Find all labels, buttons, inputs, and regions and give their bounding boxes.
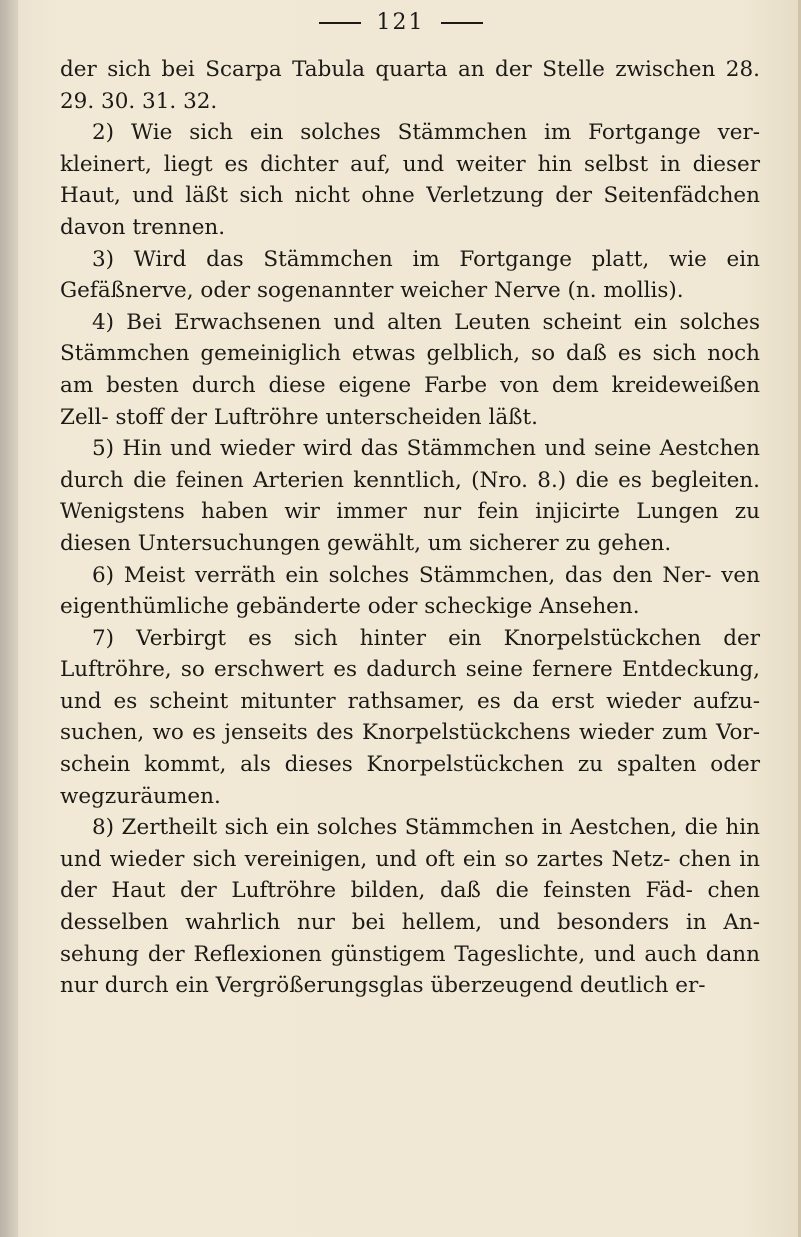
paragraph-item-3: 3) Wird das Stämmchen im Fortgange platt, wie ein Gefäßnerve, oder sogenannter weicher Nerve (n. mollis). [60, 246, 760, 304]
binding-shadow [0, 0, 18, 1237]
paragraph-item-2: 2) Wie sich ein solches Stämmchen im Fortgange ver- kleinert, liegt es dichter auf, und weiter hin selbst in dieser Haut, und läßt sich nicht ohne Verletzung der Seitenfädchen davon trennen. [60, 120, 760, 240]
paragraph-continuation: der sich bei Scarpa Tabula quarta an der Stelle zwischen 28. 29. 30. 31. 32. [60, 57, 760, 114]
paragraph-item-7: 7) Verbirgt es sich hinter ein Knorpelstückchen der Luftröhre, so erschwert es dadurch seine fernere Entdeckung, und es scheint mitunter rathsamer, es da erst wieder aufzu- suchen, wo es jenseits des Knorpelstückchens wieder zum Vor- schein kommt, als dieses Knorpelstückchen zu spalten oder wegzuräumen. [60, 625, 760, 809]
paragraph-item-8: 8) Zertheilt sich ein solches Stämmchen in Aestchen, die hin und wieder sich vereinigen, und oft ein so zartes Netz- chen in der Haut der Luftröhre bilden, daß die feinsten Fäd- chen desselben wahrlich nur bei hellem, und besonders in An- sehung der Reflexionen günstigem Tageslichte, und auch dann nur durch ein Vergrößerungsglas überzeugend deutlich er- [60, 815, 760, 999]
paragraph-item-4: 4) Bei Erwachsenen und alten Leuten scheint ein solches Stämmchen gemeiniglich etwas gelblich, so daß es sich noch am besten durch diese eigene Farbe von dem kreideweißen Zell- stoff der Luftröhre unterscheiden läßt. [60, 309, 760, 430]
page-header [0, 10, 801, 35]
header-dash-right [441, 22, 483, 24]
paragraph-item-6: 6) Meist verräth ein solches Stämmchen, das den Ner- ven eigenthümliche gebänderte oder scheckige Ansehen. [60, 562, 760, 620]
page-number: 121 [376, 10, 425, 35]
header-dash-left [319, 22, 361, 24]
paragraph-item-5: 5) Hin und wieder wird das Stämmchen und seine Aestchen durch die feinen Arterien kenntlich, (Nro. 8.) die es begleiten. Wenigstens haben wir immer nur fein injicirte Lungen zu diesen Untersuchungen gewählt, um sicherer zu gehen. [60, 436, 760, 556]
body-text [60, 54, 760, 1002]
